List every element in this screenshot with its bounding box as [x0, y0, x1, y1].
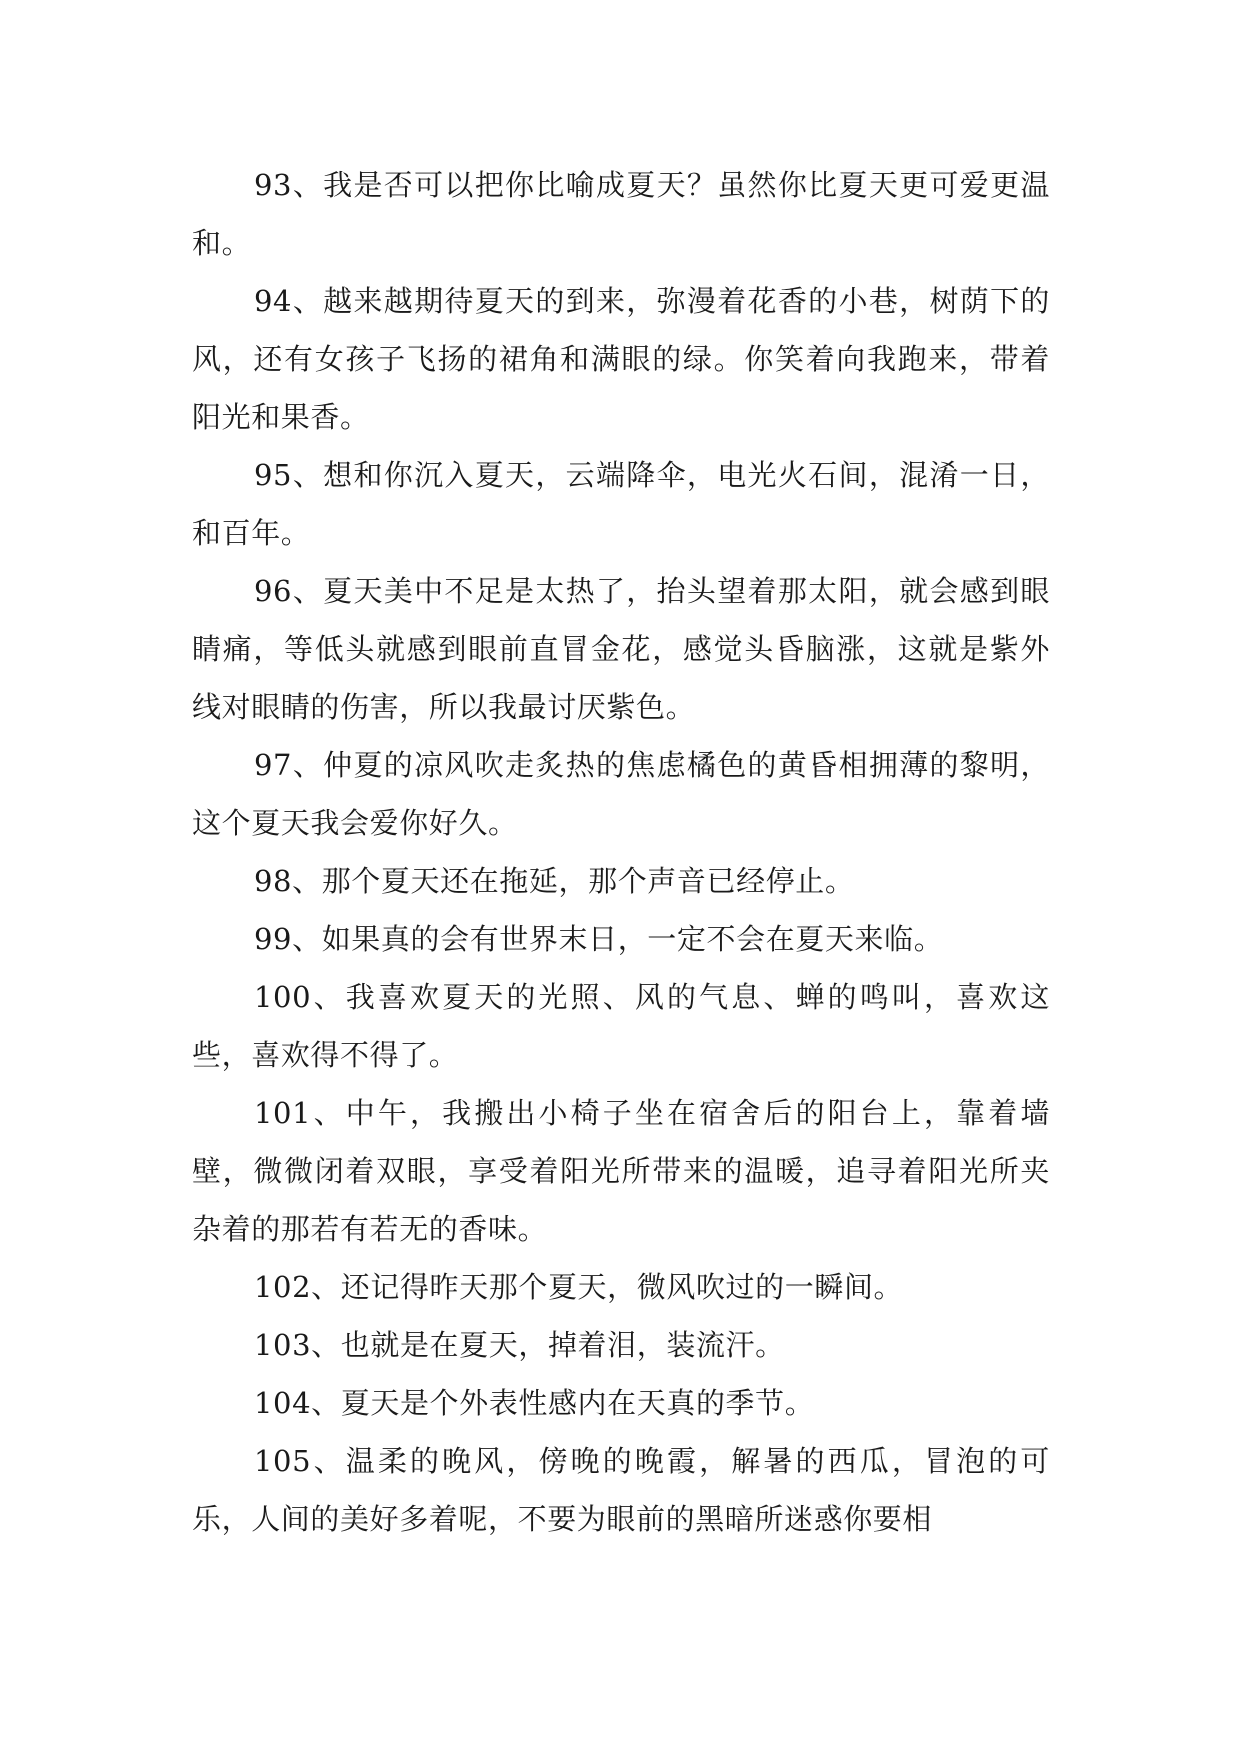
paragraph-94: 94、越来越期待夏天的到来，弥漫着花香的小巷，树荫下的风，还有女孩子飞扬的裙角和满眼的绿。你笑着向我跑来，带着阳光和果香。	[192, 284, 1050, 434]
document-body	[192, 156, 1050, 1548]
paragraph-103: 103、也就是在夏天，掉着泪，装流汗。	[254, 1328, 785, 1362]
paragraph-102: 102、还记得昨天那个夏天，微风吹过的一瞬间。	[254, 1270, 904, 1304]
paragraph-101: 101、中午，我搬出小椅子坐在宿舍后的阳台上，靠着墙壁，微微闭着双眼，享受着阳光所带来的温暖，追寻着阳光所夹杂着的那若有若无的香味。	[192, 1096, 1050, 1246]
paragraph-100: 100、我喜欢夏天的光照、风的气息、蝉的鸣叫，喜欢这些，喜欢得不得了。	[192, 980, 1050, 1072]
paragraph-104: 104、夏天是个外表性感内在天真的季节。	[254, 1386, 815, 1420]
paragraph-95: 95、想和你沉入夏天，云端降伞，电光火石间，混淆一日，和百年。	[192, 458, 1050, 550]
paragraph-97: 97、仲夏的凉风吹走炙热的焦虑橘色的黄昏相拥薄的黎明，这个夏天我会爱你好久。	[192, 748, 1050, 840]
paragraph-105: 105、温柔的晚风，傍晚的晚霞，解暑的西瓜，冒泡的可乐，人间的美好多着呢，不要为眼前的黑暗所迷惑你要相	[192, 1444, 1050, 1536]
paragraph-93: 93、我是否可以把你比喻成夏天？虽然你比夏天更可爱更温和。	[192, 168, 1050, 260]
paragraph-98: 98、那个夏天还在拖延，那个声音已经停止。	[254, 864, 855, 898]
paragraph-96: 96、夏天美中不足是太热了，抬头望着那太阳，就会感到眼睛痛，等低头就感到眼前直冒金花，感觉头昏脑涨，这就是紫外线对眼睛的伤害，所以我最讨厌紫色。	[192, 574, 1050, 724]
paragraph-99: 99、如果真的会有世界末日，一定不会在夏天来临。	[254, 922, 944, 956]
